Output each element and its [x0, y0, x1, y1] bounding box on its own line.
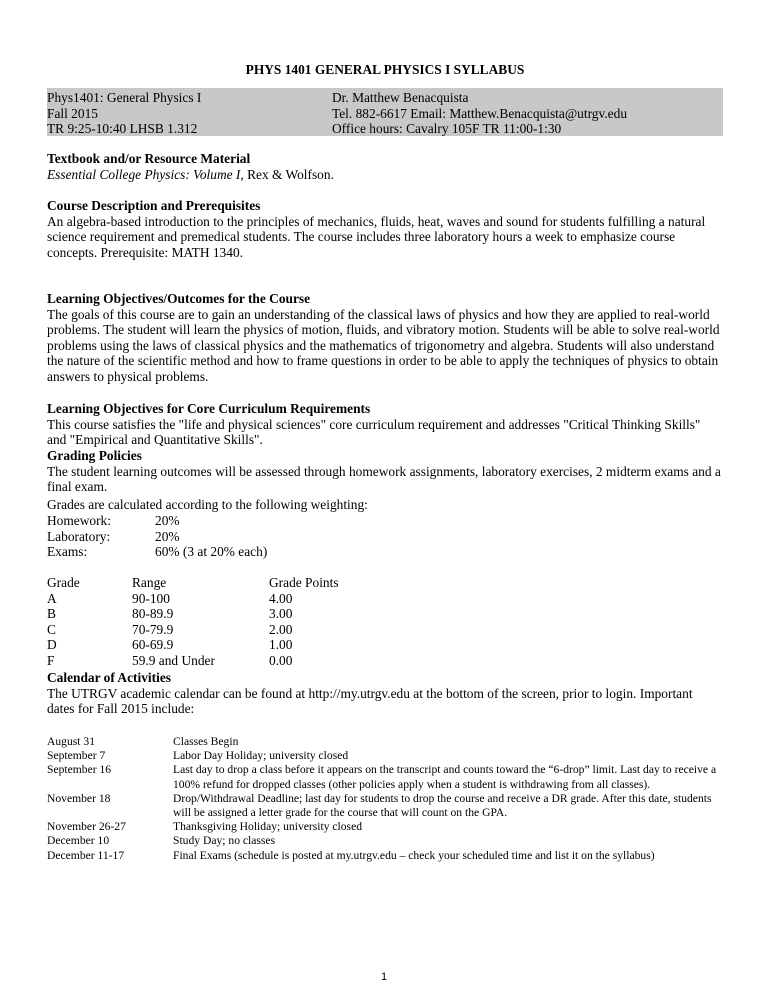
important-dates-list: [47, 735, 723, 863]
event-date: September 7: [47, 749, 106, 763]
calendar-row: [47, 834, 723, 848]
event-description: Classes Begin: [173, 735, 239, 748]
page-number: 1: [380, 971, 388, 983]
grade-row: [47, 637, 339, 653]
weighting-intro: Grades are calculated according to the following weighting:: [47, 497, 368, 512]
grading-body: The student learning outcomes will be assessed through homework assignments, laboratory exercises, 2 midterm exams and a final exam.: [47, 463, 721, 495]
objectives-section: [47, 291, 723, 385]
event-description: Last day to drop a class before it appears on the transcript and counts toward the “6-drop” limit. Last day to receive a 100% refund for dropped classes (other policies apply when a student is withdrawing from all classes).: [173, 763, 717, 791]
calendar-row: [47, 763, 723, 791]
header-range: Range: [132, 575, 167, 590]
grade-row: [47, 606, 339, 622]
weight-value: 20%: [155, 528, 180, 544]
grade-row: [47, 591, 339, 607]
weight-item: Laboratory:: [47, 528, 111, 544]
instructor-contact: Tel. 882-6617 Email: Matthew.Benacquista@utrgv.edu: [332, 105, 628, 121]
textbook-section: [47, 151, 723, 182]
course-info: [47, 90, 201, 137]
grade-letter: D: [47, 637, 57, 653]
grade-points: 2.00: [269, 621, 293, 637]
weight-item: Homework:: [47, 513, 111, 528]
textbook-heading: Textbook and/or Resource Material: [47, 151, 251, 166]
event-description: Study Day; no classes: [173, 834, 276, 848]
event-date: November 26-27: [47, 820, 126, 834]
grade-row: [47, 653, 339, 669]
grade-points: 0.00: [269, 652, 293, 668]
weight-value: 20%: [155, 513, 180, 528]
grading-heading: Grading Policies: [47, 448, 142, 463]
description-heading: Course Description and Prerequisites: [47, 198, 261, 213]
grade-letter: B: [47, 606, 56, 622]
textbook-text: [47, 167, 723, 183]
calendar-row: [47, 820, 723, 834]
grade-range: 59.9 and Under: [132, 652, 215, 668]
calendar-section: [47, 670, 723, 717]
grade-range: 60-69.9: [132, 637, 174, 653]
calendar-heading: Calendar of Activities: [47, 670, 171, 685]
description-body: An algebra-based introduction to the principles of mechanics, fluids, heat, waves and sound for students fulfilling a natural science requirement and premedical students. The course includes three laboratory hours a week to emphasize course concepts. Prerequisite: MATH 1340.: [47, 213, 706, 260]
objectives-body: The goals of this course are to gain an understanding of the classical laws of physics and how they are applied to real-world problems. The student will learn the physics of motion, fluids, and vibratory motion. Students will be able to solve real-world problems using the laws of classical physics and the mathematics of trigonometry and algebra. Students will also understand the nature of the scientific method and how to frame questions in order to be able to apply the techniques of physics to obtain answers to physical problems.: [47, 306, 720, 384]
grade-range: 90-100: [132, 590, 170, 606]
calendar-row: [47, 735, 723, 749]
instructor-office-hours: Office hours: Cavalry 105F TR 11:00-1:30: [332, 121, 562, 137]
calendar-row: [47, 792, 723, 820]
grading-section: [47, 448, 723, 495]
course-term: Fall 2015: [47, 105, 98, 121]
event-description: Drop/Withdrawal Deadline; last day for students to drop the course and receive a DR grade. After this date, students will be assigned a letter grade for the course that will count on the GPA.: [173, 791, 712, 820]
textbook-authors: , Rex & Wolfson.: [240, 166, 334, 182]
header-points: Grade Points: [269, 575, 339, 590]
core-body: This course satisfies the "life and physical sciences" core curriculum requirement and addresses "Critical Thinking Skills" and "Empirical and Quantitative Skills".: [47, 416, 701, 448]
grade-letter: F: [47, 652, 55, 668]
instructor-info: [332, 90, 627, 137]
grade-range: 70-79.9: [132, 621, 174, 637]
event-date: August 31: [47, 735, 95, 748]
grade-letter: C: [47, 621, 56, 637]
weight-row: [47, 513, 267, 529]
grade-points: 4.00: [269, 590, 293, 606]
objectives-heading: Learning Objectives/Outcomes for the Course: [47, 291, 311, 306]
weight-row: [47, 529, 267, 545]
grade-row: [47, 622, 339, 638]
core-heading: Learning Objectives for Core Curriculum Requirements: [47, 401, 371, 416]
event-date: December 10: [47, 834, 110, 848]
event-description: Thanksgiving Holiday; university closed: [173, 820, 363, 834]
grade-scale-table: [47, 575, 339, 669]
event-date: November 18: [47, 791, 111, 805]
header-grade: Grade: [47, 575, 80, 590]
core-section: [47, 401, 723, 448]
event-date: December 11-17: [47, 848, 125, 862]
grade-points: 1.00: [269, 637, 293, 653]
course-header-bar: [47, 88, 723, 136]
event-description: Labor Day Holiday; university closed: [173, 749, 349, 763]
description-section: [47, 198, 723, 260]
course-schedule: TR 9:25-10:40 LHSB 1.312: [47, 121, 198, 137]
instructor-name: Dr. Matthew Benacquista: [332, 90, 469, 105]
calendar-row: [47, 749, 723, 763]
grade-points: 3.00: [269, 606, 293, 622]
grade-range: 80-89.9: [132, 606, 174, 622]
calendar-body: The UTRGV academic calendar can be found at http://my.utrgv.edu at the bottom of the screen, prior to login. Important dates for Fall 2015 include:: [47, 685, 693, 717]
weight-value: 60% (3 at 20% each): [155, 544, 268, 560]
grade-table-header: [47, 575, 339, 591]
textbook-title: Essential College Physics: Volume I: [47, 166, 241, 182]
calendar-row: [47, 849, 723, 863]
weight-row: [47, 544, 267, 560]
grade-letter: A: [47, 590, 57, 606]
weight-item: Exams:: [47, 544, 88, 560]
course-name: Phys1401: General Physics I: [47, 90, 202, 105]
weighting-list: [47, 513, 267, 560]
event-date: September 16: [47, 763, 112, 777]
event-description: Final Exams (schedule is posted at my.utrgv.edu – check your scheduled time and list it on the syllabus): [173, 848, 655, 862]
document-title: PHYS 1401 GENERAL PHYSICS I SYLLABUS: [245, 62, 525, 77]
